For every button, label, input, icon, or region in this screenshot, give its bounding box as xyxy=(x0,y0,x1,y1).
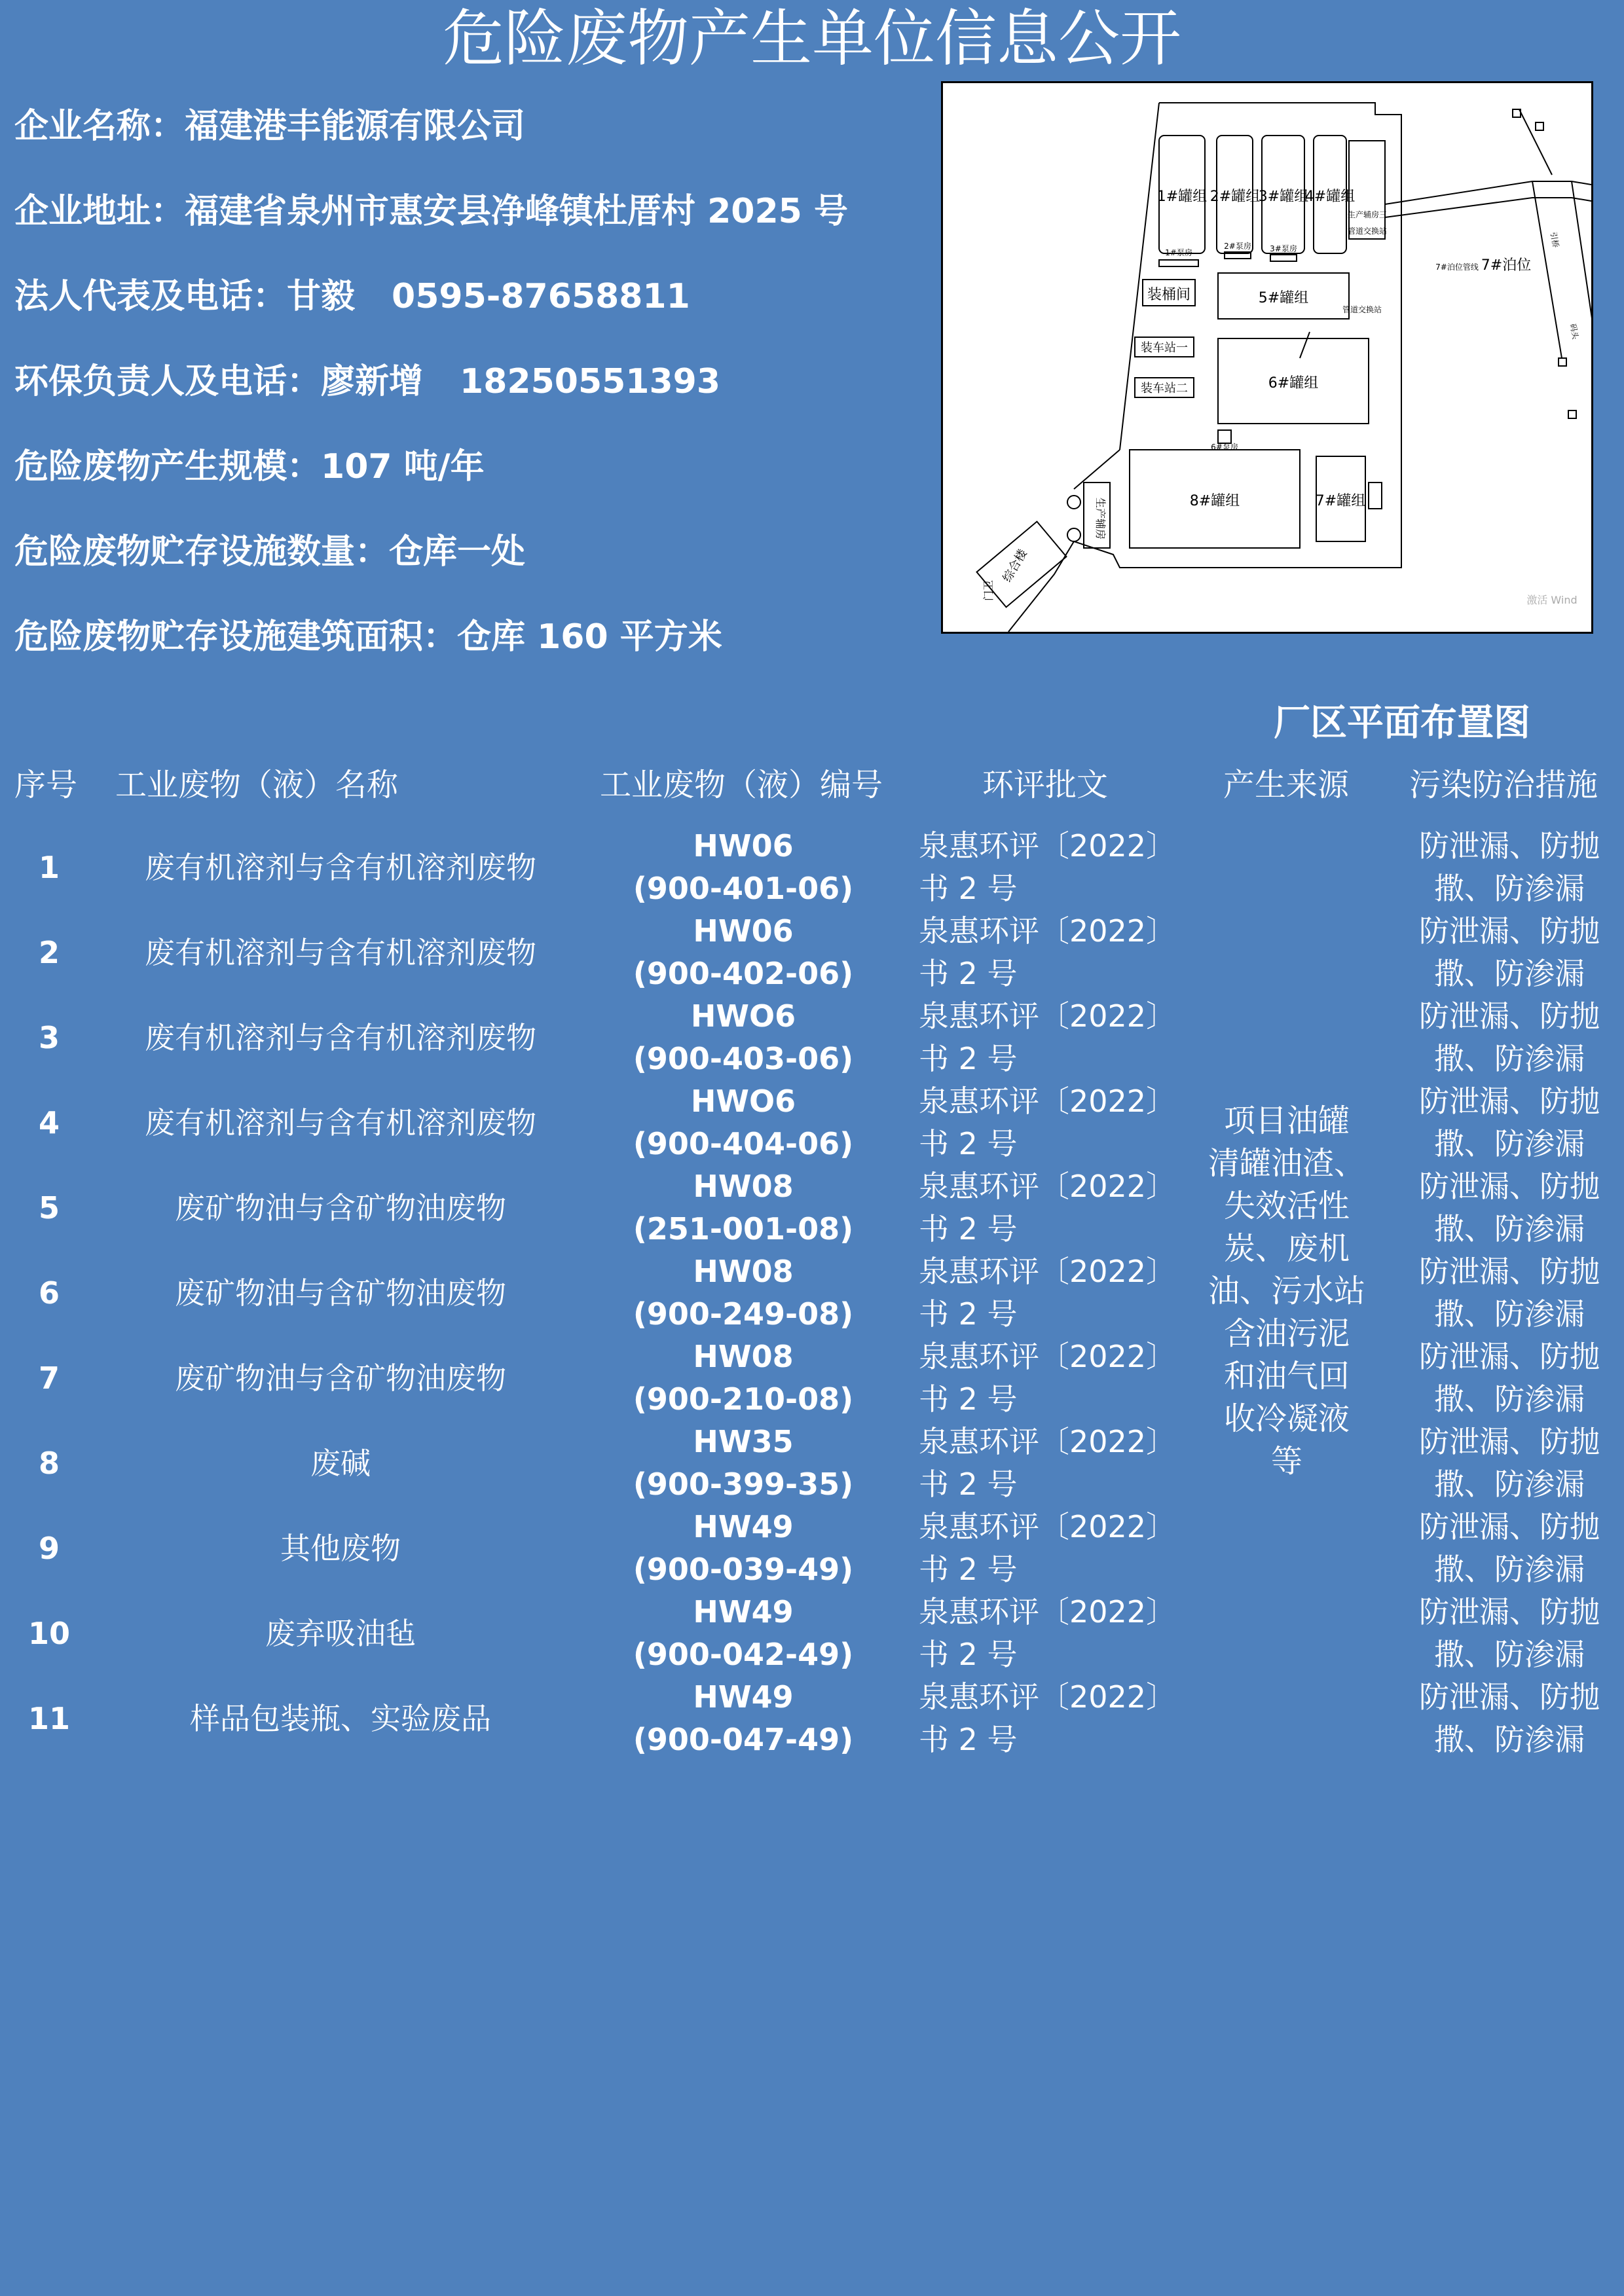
header-measures: 污染防治措施 xyxy=(1409,767,1598,803)
info-value: 仓库一处 xyxy=(389,532,526,572)
pump-3 xyxy=(1270,255,1297,261)
info-phone: 0595-87658811 xyxy=(392,277,690,316)
header-ref: 环评批文 xyxy=(982,767,1109,803)
info-line xyxy=(14,524,525,573)
label-pipe2: 管道交换站 xyxy=(1342,305,1382,314)
approval-ref: 泉惠环评〔2022〕 xyxy=(919,1169,1177,1204)
header-source: 产生来源 xyxy=(1223,767,1350,803)
measure-line-1: 防泄漏、防抛 xyxy=(1419,998,1600,1034)
measure-line-2: 撒、防渗漏 xyxy=(1434,1126,1585,1161)
row-number: 10 xyxy=(28,1616,70,1651)
waste-code: HWO6 xyxy=(690,998,796,1034)
waste-code: HW49 xyxy=(693,1594,794,1630)
row-number: 7 xyxy=(38,1360,60,1396)
info-label: 危险废物贮存设施数量： xyxy=(14,532,390,572)
info-value: 仓库 160 平方米 xyxy=(457,617,722,657)
page-title: 危险废物产生单位信息公开 xyxy=(442,3,1181,75)
label-zc2: 装车站二 xyxy=(1141,382,1188,395)
waste-code-detail: (900-403-06) xyxy=(633,1041,854,1076)
trestle-1 xyxy=(1532,181,1562,358)
waste-code-detail: (900-249-08) xyxy=(633,1296,854,1332)
row-number: 3 xyxy=(38,1020,60,1055)
info-value: 甘毅 xyxy=(287,277,356,316)
site-plan-drawing xyxy=(943,83,1591,632)
label-prod: 生产辅房 xyxy=(1094,497,1107,540)
row-number: 5 xyxy=(38,1190,60,1226)
waste-name: 废矿物油与含矿物油废物 xyxy=(175,1190,506,1226)
approval-ref: 泉惠环评〔2022〕 xyxy=(919,1594,1177,1630)
approval-ref-number: 书 2 号 xyxy=(919,1381,1018,1417)
approval-ref-number: 书 2 号 xyxy=(919,1211,1018,1247)
header-no: 序号 xyxy=(14,767,78,803)
label-b1: 1#泵房 xyxy=(1165,248,1192,257)
label-g4: 4#罐组 xyxy=(1304,189,1356,205)
info-value: 廖新增 xyxy=(321,362,424,401)
approval-ref: 泉惠环评〔2022〕 xyxy=(919,1254,1177,1289)
info-line xyxy=(14,439,485,488)
label-r2: 码头 xyxy=(1568,323,1580,340)
measure-line-1: 防泄漏、防抛 xyxy=(1419,1679,1600,1715)
label-prod3: 生产辅房三 xyxy=(1347,210,1388,219)
waste-name: 废有机溶剂与含有机溶剂废物 xyxy=(145,1020,536,1055)
waste-name: 样品包装瓶、实验废品 xyxy=(190,1701,491,1736)
info-line xyxy=(14,354,720,403)
info-phone: 18250551393 xyxy=(460,362,721,401)
pipe-mark xyxy=(1300,332,1310,358)
waste-code-detail: (900-042-49) xyxy=(633,1637,854,1672)
source-line: 等 xyxy=(1270,1443,1302,1480)
measure-line-2: 撒、防渗漏 xyxy=(1434,871,1585,906)
waste-code: HW35 xyxy=(693,1424,794,1459)
info-value: 107 吨/年 xyxy=(321,447,485,486)
info-label: 危险废物产生规模： xyxy=(14,447,322,486)
pier-line-1 xyxy=(1385,181,1591,204)
source-line: 失效活性 xyxy=(1223,1188,1350,1224)
approval-ref-number: 书 2 号 xyxy=(919,956,1018,991)
approval-ref: 泉惠环评〔2022〕 xyxy=(919,998,1177,1034)
source-line: 炭、废机 xyxy=(1223,1230,1350,1267)
waste-name: 废弃吸油毡 xyxy=(265,1616,416,1651)
waste-name: 废碱 xyxy=(310,1446,371,1481)
waste-code-detail: (251-001-08) xyxy=(633,1211,854,1247)
info-line xyxy=(14,98,525,147)
source-line: 清罐油渣、 xyxy=(1208,1145,1365,1182)
approval-ref: 泉惠环评〔2022〕 xyxy=(919,1509,1177,1544)
info-value: 福建省泉州市惠安县净峰镇杜厝村 2025 号 xyxy=(185,192,848,231)
waste-code: HW08 xyxy=(693,1169,794,1204)
dolphin-4 xyxy=(1568,410,1576,418)
info-label: 企业地址： xyxy=(14,192,185,231)
approval-ref-number: 书 2 号 xyxy=(919,1126,1018,1161)
pump-1 xyxy=(1159,260,1198,266)
measure-line-1: 防泄漏、防抛 xyxy=(1419,1254,1600,1289)
waste-code: HW49 xyxy=(693,1679,794,1715)
label-office: 综合楼 xyxy=(1000,547,1030,585)
approval-ref-number: 书 2 号 xyxy=(919,1722,1018,1757)
approval-ref-number: 书 2 号 xyxy=(919,1296,1018,1332)
info-label: 企业名称： xyxy=(14,107,185,146)
source-line: 项目油罐 xyxy=(1223,1102,1350,1139)
info-value: 福建港丰能源有限公司 xyxy=(185,107,526,146)
source-line: 油、污水站 xyxy=(1208,1273,1365,1309)
measure-line-2: 撒、防渗漏 xyxy=(1434,1296,1585,1332)
approval-ref: 泉惠环评〔2022〕 xyxy=(919,1084,1177,1119)
info-label: 危险废物贮存设施建筑面积： xyxy=(14,617,458,657)
waste-name: 废矿物油与含矿物油废物 xyxy=(175,1275,506,1311)
approval-ref-number: 书 2 号 xyxy=(919,1552,1018,1587)
waste-code-detail: (900-399-35) xyxy=(633,1467,854,1502)
info-line xyxy=(14,268,690,318)
site-plan-map xyxy=(941,81,1593,634)
pump-6 xyxy=(1218,430,1231,443)
label-pipe-r: 7#泊位管线 xyxy=(1435,263,1479,272)
row-number: 4 xyxy=(38,1105,60,1140)
row-number: 9 xyxy=(38,1531,60,1566)
label-g8: 8#罐组 xyxy=(1189,493,1240,509)
info-label: 法人代表及电话： xyxy=(14,277,287,316)
dolphin-2 xyxy=(1536,122,1543,130)
source-line: 含油污泥 xyxy=(1223,1315,1350,1352)
watermark-text: 激活 Wind xyxy=(1526,594,1578,606)
waste-code-detail: (900-210-08) xyxy=(633,1381,854,1417)
measure-line-1: 防泄漏、防抛 xyxy=(1419,1509,1600,1544)
info-label: 环保负责人及电话： xyxy=(14,362,322,401)
approval-ref: 泉惠环评〔2022〕 xyxy=(919,828,1177,864)
measure-line-2: 撒、防渗漏 xyxy=(1434,1041,1585,1076)
approval-ref: 泉惠环评〔2022〕 xyxy=(919,913,1177,949)
measure-line-2: 撒、防渗漏 xyxy=(1434,1211,1585,1247)
info-line xyxy=(14,609,722,658)
measure-line-2: 撒、防渗漏 xyxy=(1434,956,1585,991)
source-line: 收冷凝液 xyxy=(1223,1400,1350,1437)
approval-ref: 泉惠环评〔2022〕 xyxy=(919,1679,1177,1715)
row-number: 6 xyxy=(38,1275,60,1311)
row-number: 11 xyxy=(28,1701,70,1736)
waste-code: HW49 xyxy=(693,1509,794,1544)
waste-code: HW08 xyxy=(693,1339,794,1374)
measure-line-2: 撒、防渗漏 xyxy=(1434,1381,1585,1417)
waste-code: HW06 xyxy=(693,828,794,864)
waste-code: HW08 xyxy=(693,1254,794,1289)
map-caption: 厂区平面布置图 xyxy=(1274,702,1530,744)
measure-line-2: 撒、防渗漏 xyxy=(1434,1467,1585,1502)
small-room xyxy=(1369,483,1382,509)
measure-line-2: 撒、防渗漏 xyxy=(1434,1552,1585,1587)
label-r1: 引桥 xyxy=(1548,231,1560,249)
measure-line-2: 撒、防渗漏 xyxy=(1434,1722,1585,1757)
valve-2 xyxy=(1067,528,1080,541)
label-g3: 3#罐组 xyxy=(1258,189,1309,205)
label-g5: 5#罐组 xyxy=(1258,290,1309,306)
label-g6: 6#罐组 xyxy=(1268,375,1319,392)
measure-line-2: 撒、防渗漏 xyxy=(1434,1637,1585,1672)
row-number: 8 xyxy=(38,1446,60,1481)
measure-line-1: 防泄漏、防抛 xyxy=(1419,1084,1600,1119)
header-code: 工业废物（液）编号 xyxy=(600,767,883,803)
label-b3: 3#泵房 xyxy=(1270,244,1297,253)
label-g1: 1#罐组 xyxy=(1156,189,1208,205)
waste-code: HWO6 xyxy=(690,1084,796,1119)
measure-line-1: 防泄漏、防抛 xyxy=(1419,1339,1600,1374)
label-g2: 2#罐组 xyxy=(1209,189,1261,205)
waste-name: 废有机溶剂与含有机溶剂废物 xyxy=(145,850,536,885)
approval-ref-number: 书 2 号 xyxy=(919,871,1018,906)
measure-line-1: 防泄漏、防抛 xyxy=(1419,1169,1600,1204)
waste-code-detail: (900-039-49) xyxy=(633,1552,854,1587)
approval-ref-number: 书 2 号 xyxy=(919,1467,1018,1502)
label-b2: 2#泵房 xyxy=(1224,242,1251,251)
label-gate: 门卫 xyxy=(982,579,995,602)
waste-code-detail: (900-402-06) xyxy=(633,956,854,991)
waste-code-detail: (900-404-06) xyxy=(633,1126,854,1161)
waste-code: HW06 xyxy=(693,913,794,949)
label-pipe1: 管道交换站 xyxy=(1347,227,1388,236)
waste-code-detail: (900-401-06) xyxy=(633,871,854,906)
measure-line-1: 防泄漏、防抛 xyxy=(1419,828,1600,864)
approval-ref: 泉惠环评〔2022〕 xyxy=(919,1424,1177,1459)
info-line xyxy=(14,183,848,232)
waste-code-detail: (900-047-49) xyxy=(633,1722,854,1757)
approval-ref-number: 书 2 号 xyxy=(919,1637,1018,1672)
header-name: 工业废物（液）名称 xyxy=(115,767,399,803)
waste-name: 其他废物 xyxy=(280,1531,401,1566)
label-g7: 7#罐组 xyxy=(1315,493,1366,509)
valve-1 xyxy=(1067,496,1080,509)
row-number: 2 xyxy=(38,935,60,970)
row-number: 1 xyxy=(38,850,60,885)
approval-ref: 泉惠环评〔2022〕 xyxy=(919,1339,1177,1374)
waste-name: 废矿物油与含矿物油废物 xyxy=(175,1360,506,1396)
waste-source xyxy=(1202,1100,1372,1483)
pier-line-2 xyxy=(1385,198,1591,217)
label-zhuangtong: 装桶间 xyxy=(1147,287,1191,303)
pier-west-line xyxy=(1519,109,1552,175)
approval-ref-number: 书 2 号 xyxy=(919,1041,1018,1076)
waste-name: 废有机溶剂与含有机溶剂废物 xyxy=(145,935,536,970)
label-b6: 6#泵房 xyxy=(1211,443,1238,452)
source-line: 和油气回 xyxy=(1223,1358,1350,1394)
measure-line-1: 防泄漏、防抛 xyxy=(1419,1594,1600,1630)
label-zc1: 装车站一 xyxy=(1141,341,1188,355)
waste-name: 废有机溶剂与含有机溶剂废物 xyxy=(145,1105,536,1140)
dolphin-3 xyxy=(1559,358,1566,366)
measure-line-1: 防泄漏、防抛 xyxy=(1419,1424,1600,1459)
label-berth: 7#泊位 xyxy=(1481,257,1532,274)
measure-line-1: 防泄漏、防抛 xyxy=(1419,913,1600,949)
